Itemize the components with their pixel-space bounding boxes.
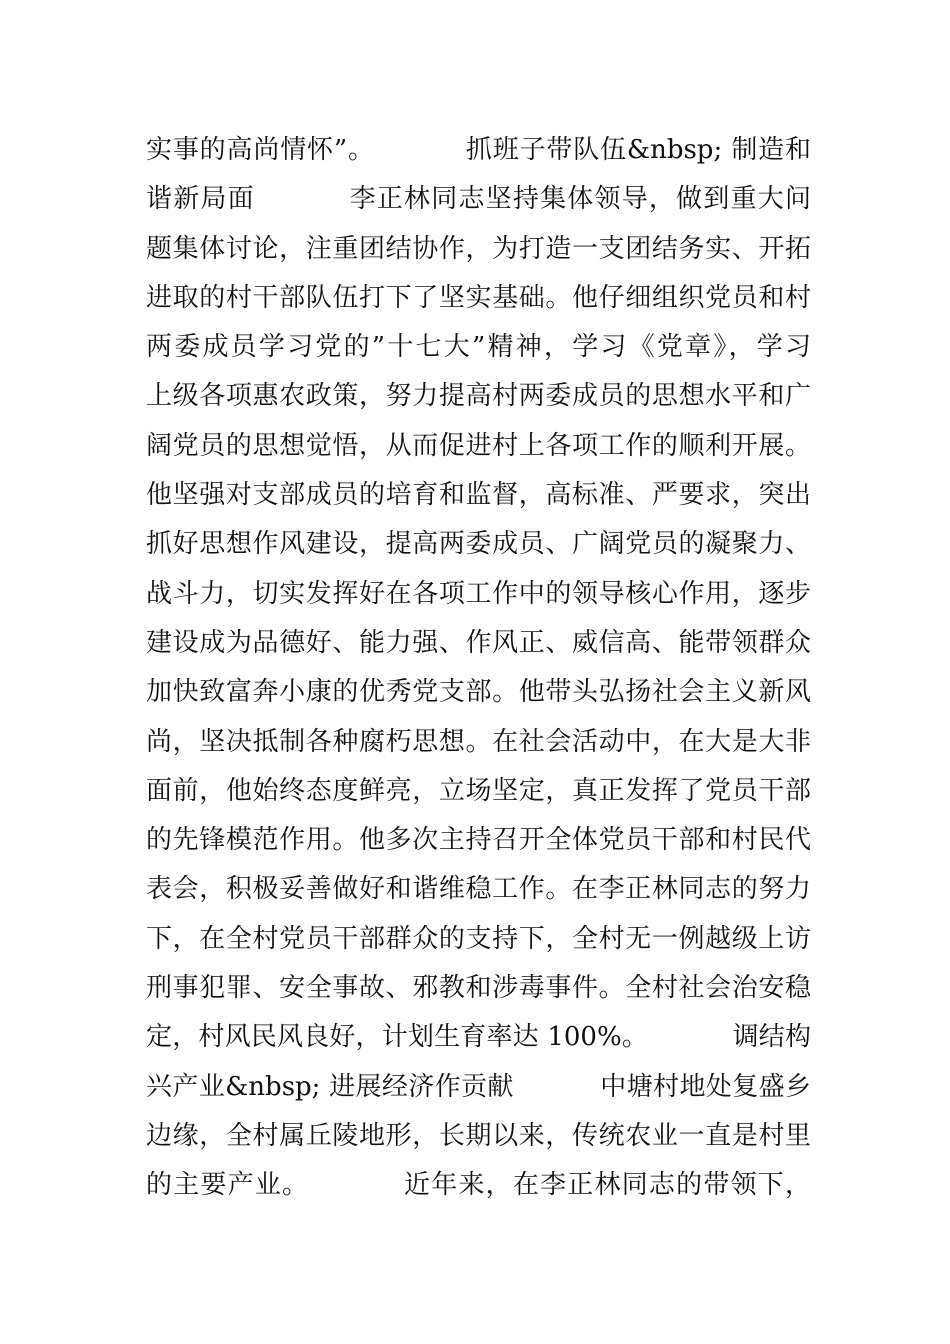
- text-line-15: 的先锋模范作用。他多次主持召开全体党员干部和村民代: [146, 825, 811, 856]
- text-line-12: 加快致富奔小康的优秀党支部。他带头弘扬社会主义新风: [146, 677, 811, 708]
- text-line-16: 表会，积极妥善做好和谐维稳工作。在李正林同志的努力: [146, 874, 811, 905]
- text-line-9: 抓好思想作风建设，提高两委成员、广阔党员的凝聚力、: [146, 529, 811, 560]
- text-line-11: 建设成为品德好、能力强、作风正、威信高、能带领群众: [146, 627, 811, 658]
- body-text: [146, 126, 811, 1211]
- text-line-18: 刑事犯罪、安全事故、邪教和涉毒事件。全村社会治安稳: [146, 973, 811, 1004]
- text-line-22: 的主要产业。 近年来，在李正林同志的带领下，: [146, 1170, 811, 1201]
- text-line-14: 面前，他始终态度鲜亮，立场坚定，真正发挥了党员干部: [146, 775, 811, 806]
- text-line-7: 阔党员的思想觉悟，从而促进村上各项工作的顺利开展。: [146, 430, 811, 461]
- text-line-17: 下，在全村党员干部群众的支持下，全村无一例越级上访: [146, 923, 811, 954]
- text-line-20: 兴产业&nbsp; 进展经济作贡献 中塘村地处复盛乡: [146, 1071, 811, 1102]
- text-line-1: 实事的高尚情怀”。 抓班子带队伍&nbsp; 制造和: [146, 135, 811, 165]
- text-line-8: 他坚强对支部成员的培育和监督，高标准、严要求，突出: [146, 480, 811, 511]
- text-line-4: 进取的村干部队伍打下了坚实基础。他仔细组织党员和村: [146, 282, 811, 313]
- text-line-10: 战斗力，切实发挥好在各项工作中的领导核心作用，逐步: [146, 578, 811, 609]
- text-line-13: 尚，坚决抵制各种腐朽思想。在社会活动中，在大是大非: [146, 726, 811, 757]
- text-line-19: 定，村风民风良好，计划生育率达 100%。 调结构: [146, 1022, 811, 1053]
- text-line-3: 题集体讨论，注重团结协作，为打造一支团结务实、开拓: [146, 233, 811, 264]
- text-line-2: 谐新局面 李正林同志坚持集体领导，做到重大问: [146, 184, 811, 215]
- text-line-21: 边缘，全村属丘陵地形，长期以来，传统农业一直是村里: [146, 1120, 811, 1151]
- text-line-6: 上级各项惠农政策，努力提高村两委成员的思想水平和广: [146, 381, 811, 412]
- text-line-5: 两委成员学习党的”十七大”精神，学习《党章》，学习: [146, 332, 811, 363]
